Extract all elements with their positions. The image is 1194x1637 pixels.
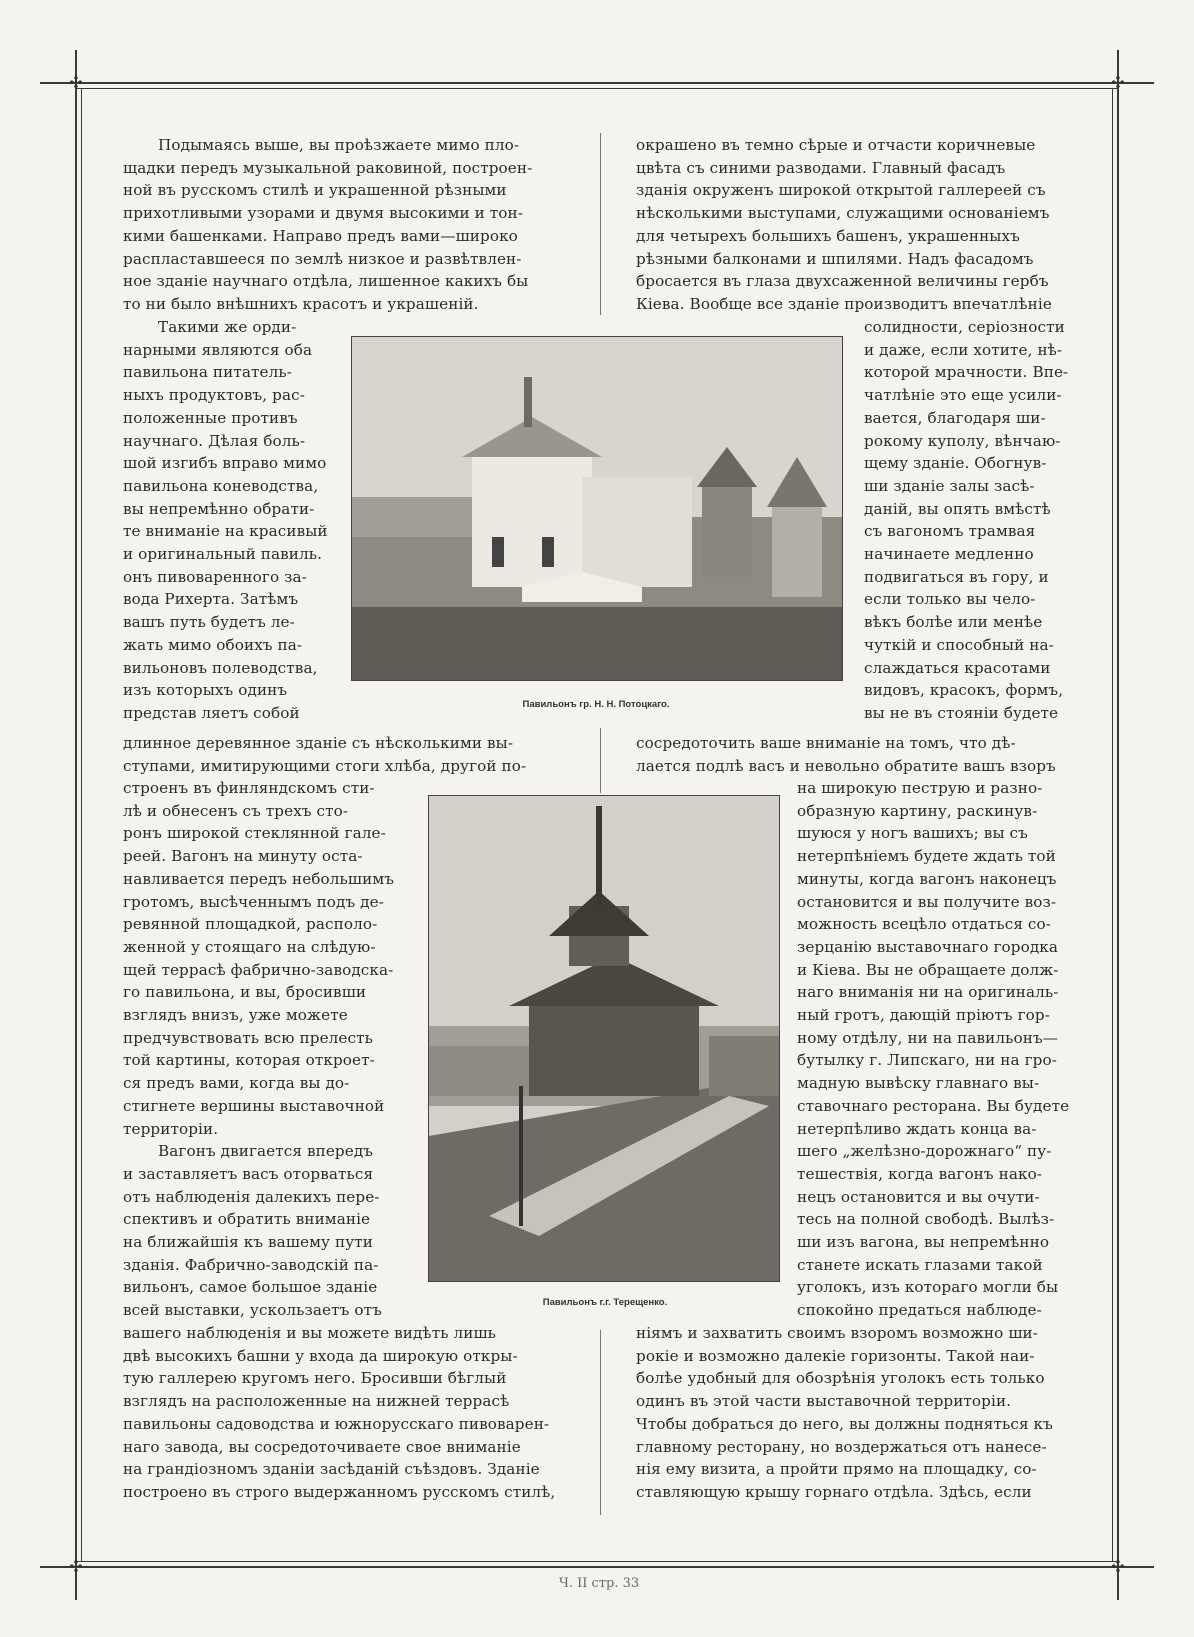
photo1-caption: Павильонъ гр. Н. Н. Потоцкаго. xyxy=(522,699,670,710)
right-mid-text: сосредоточить ваше вниманіе на томъ, что дѣ- лается подлѣ васъ и невольно обратите вашъ взоръ xyxy=(636,734,1056,775)
page-folio: Ч. II стр. 33 xyxy=(558,1576,640,1591)
left-narrow-text-2: строенъ въ финляндскомъ сти- лѣ и обнесенъ съ трехъ сто- ронъ широкой стеклянной гале- реей. Вагонъ на минуту оста- навливается передъ небольшимъ гротомъ, высѣченнымъ подъ де- ревянной площадкой, располо- женной у стоящаго на слѣдую- щей террасѣ фабрично-заводска- го павильона, и вы, бросивши взглядъ внизъ, уже можете предчувствовать всю прелесть той картины, которая откроет- ся предъ вами, когда вы до- стигнете вершины выставочной территоріи. Вагонъ двигается впередъ и заставляетъ васъ оторваться отъ наблюденія далекихъ пере- спективъ и обратить вниманіе на ближайшія къ вашему пути зданія. Фабрично-заводскій па- вильонъ, самое большое зданіе всей выставки, ускользаетъ отъ xyxy=(123,779,395,1320)
right-narrow-text-1: солидности, серіозности и даже, если хотите, нѣ- которой мрачности. Впе- чатлѣніе это еще усили- вается, благодаря ши- рокому куполу, вѣнчаю- щему зданіе. Обогнув- ши зданіе залы засѣ- даній, вы опять вмѣстѣ съ вагономъ трамвая начинаете медленно подвигаться въ гору, и если только вы чело- вѣкъ болѣе или менѣе чуткій и способный на- слаждаться красотами видовъ, красокъ, формъ, вы не въ стояніи будете xyxy=(864,318,1069,722)
frame-right-rule xyxy=(1117,50,1119,1600)
left-top-text: Подымаясь выше, вы проѣзжаете мимо пло- щадки передъ музыкальной раковиной, построен- ной въ русскомъ стилѣ и украшенной рѣзными прихотливыми узорами и двумя высокими и тон- кими башенками. Направо предъ вами—широко распластавшееся по землѣ низкое и развѣтвлен- ное зданіе научнаго отдѣла, лишенное какихъ бы то ни было внѣшнихъ красотъ и украшеній. xyxy=(123,136,533,313)
corner-ornament-icon: ✣ xyxy=(1111,1557,1125,1576)
column-divider xyxy=(600,728,601,793)
left-mid-text: длинное деревянное зданіе съ нѣсколькими вы- ступами, имитирующими стоги хлѣба, другой по- xyxy=(123,734,527,775)
frame-left-rule xyxy=(75,50,77,1600)
frame-left-rule-inner xyxy=(81,88,82,1562)
frame-bottom-rule xyxy=(40,1566,1154,1568)
photo-potocki-pavilion xyxy=(351,336,843,681)
right-top-text: окрашено въ темно сѣрые и отчасти коричневые цвѣта съ синими разводами. Главный фасадъ зданія окруженъ широкой открытой галлереей съ нѣсколькими выступами, служащими основаніемъ для четырехъ большихъ башенъ, украшенныхъ рѣзными балконами и шпилями. Надъ фасадомъ бросается въ глаза двухсаженной величины гербъ Кіева. Вообще все зданіе производитъ впечатлѣніе xyxy=(636,136,1052,313)
frame-bottom-rule-inner xyxy=(76,1561,1118,1562)
right-narrow-text-2: на широкую пеструю и разно- образную картину, раскинув- шуюся у ногъ вашихъ; вы съ нетерпѣніемъ будете ждать той минуты, когда вагонъ наконецъ остановится и вы получите воз- можность всецѣло отдаться со- зерцанію выставочнаго городка и Кіева. Вы не обращаете долж- наго вниманія ни на оригиналь- ный гротъ, дающій пріютъ гор- ному отдѣлу, ни на павильонъ— бутылку г. Липскаго, ни на гро- мадную вывѣску главнаго вы- ставочнаго ресторана. Вы будете нетерпѣливо ждать конца ва- шего „желѣзно-дорожнаго“ пу- тешествія, когда вагонъ нако- нецъ остановится и вы очути- тесь на полной свободѣ. Вылѣз- ши изъ вагона, вы непремѣнно станете искать глазами такой уголокъ, изъ котораго могли бы спокойно предаться наблюде- xyxy=(797,779,1070,1320)
frame-right-rule-inner xyxy=(1112,88,1113,1562)
photo2-caption: Павильонъ г.г. Терещенко. xyxy=(542,1297,668,1308)
left-bottom-text: вашего наблюденія и вы можете видѣть лишь двѣ высокихъ башни у входа да широкую откры- тую галлерею кругомъ него. Бросивши бѣглый взглядъ на расположенные на нижней террасѣ павильоны садоводства и южнорусскаго пивоварен- наго завода, вы сосредоточиваете свое вниманіе на грандіозномъ зданіи засѣданій съѣздовъ. Зданіе построено въ строго выдержанномъ русскомъ стилѣ, xyxy=(123,1324,556,1501)
corner-ornament-icon: ✣ xyxy=(69,73,83,92)
left-narrow-text-1: Такими же орди- нарными являются оба павильона питатель- ныхъ продуктовъ, рас- положенные противъ научнаго. Дѣлая боль- шой изгибъ вправо мимо павильона коневодства, вы непремѣнно обрати- те вниманіе на красивый и оригинальный павиль. онъ пивоваренного за- вода Рихерта. Затѣмъ вашъ путь будетъ ле- жать мимо обоихъ па- вильоновъ полеводства, изъ которыхъ одинъ представ ляетъ собой xyxy=(123,318,328,722)
column-divider xyxy=(600,1330,601,1515)
corner-ornament-icon: ✣ xyxy=(1111,73,1125,92)
corner-ornament-icon: ✣ xyxy=(69,1557,83,1576)
photo-tereshchenko-pavilion xyxy=(428,795,780,1282)
frame-top-rule xyxy=(40,82,1154,84)
frame-top-rule-inner xyxy=(76,88,1118,89)
column-divider xyxy=(600,133,601,315)
right-bottom-text: ніямъ и захватить своимъ взоромъ возможно ши- рокіе и возможно далекіе горизонты. Такой наи- болѣе удобный для обозрѣнія уголокъ есть только одинъ въ этой части выставочной территоріи. Чтобы добраться до него, вы должны подняться къ главному ресторану, но воздержаться отъ нанесе- нія ему визита, а пройти прямо на площадку, со- ставляющую крышу горнаго отдѣла. Здѣсь, если xyxy=(636,1324,1053,1501)
